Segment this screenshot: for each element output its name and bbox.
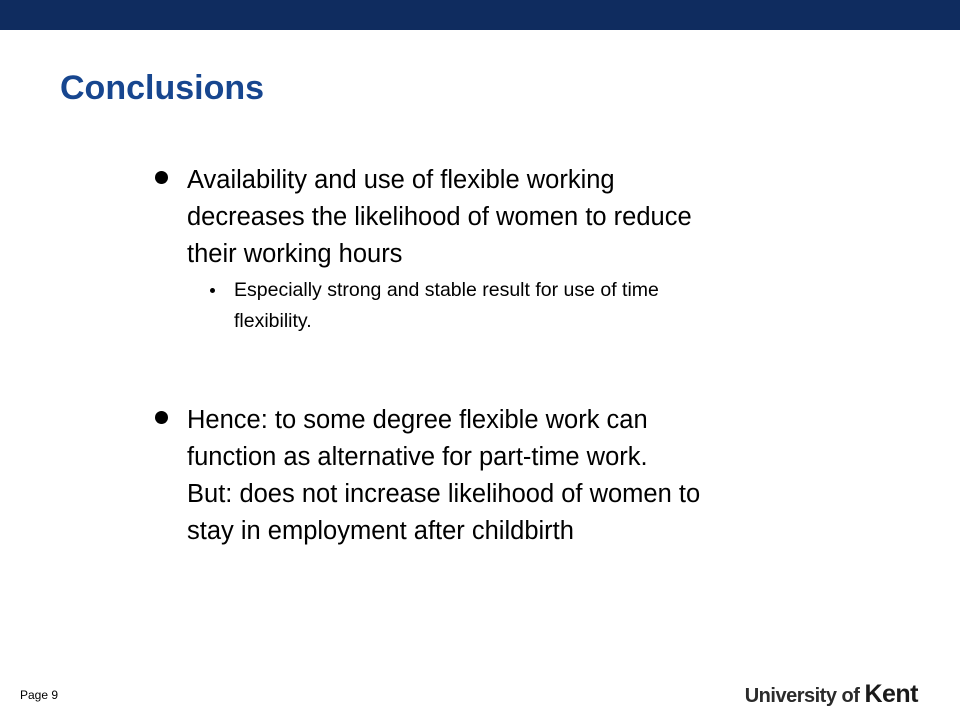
slide-title: Conclusions: [60, 69, 265, 107]
university-logo: [745, 680, 918, 709]
bullet-line: Hence: to some degree flexible work can: [187, 406, 648, 434]
bullet-line: But: does not increase likelihood of women to: [187, 480, 701, 508]
logo-text-accent: Kent: [864, 680, 918, 708]
bullet-dot-icon: [155, 171, 168, 184]
bullet-line: Availability and use of flexible working: [187, 166, 615, 194]
bullet-dot-icon: [155, 411, 168, 424]
bullet-line: decreases the likelihood of women to reduce: [187, 203, 692, 231]
sub-bullet-line: Especially strong and stable result for use of time: [234, 279, 659, 301]
bullet-line: function as alternative for part-time work.: [187, 443, 648, 471]
bullet-list: [150, 162, 850, 550]
logo-text-main: University of: [744, 685, 865, 707]
sub-bullet-dot-icon: [210, 288, 215, 293]
bullet-item: [150, 402, 850, 550]
bullet-line: stay in employment after childbirth: [187, 517, 574, 545]
top-bar: [0, 0, 960, 30]
sub-bullet-item: [187, 275, 850, 337]
bullet-item: [150, 162, 850, 337]
page-number: Page 9: [20, 688, 59, 702]
bullet-line: their working hours: [187, 240, 403, 268]
sub-bullet-line: flexibility.: [234, 310, 312, 332]
